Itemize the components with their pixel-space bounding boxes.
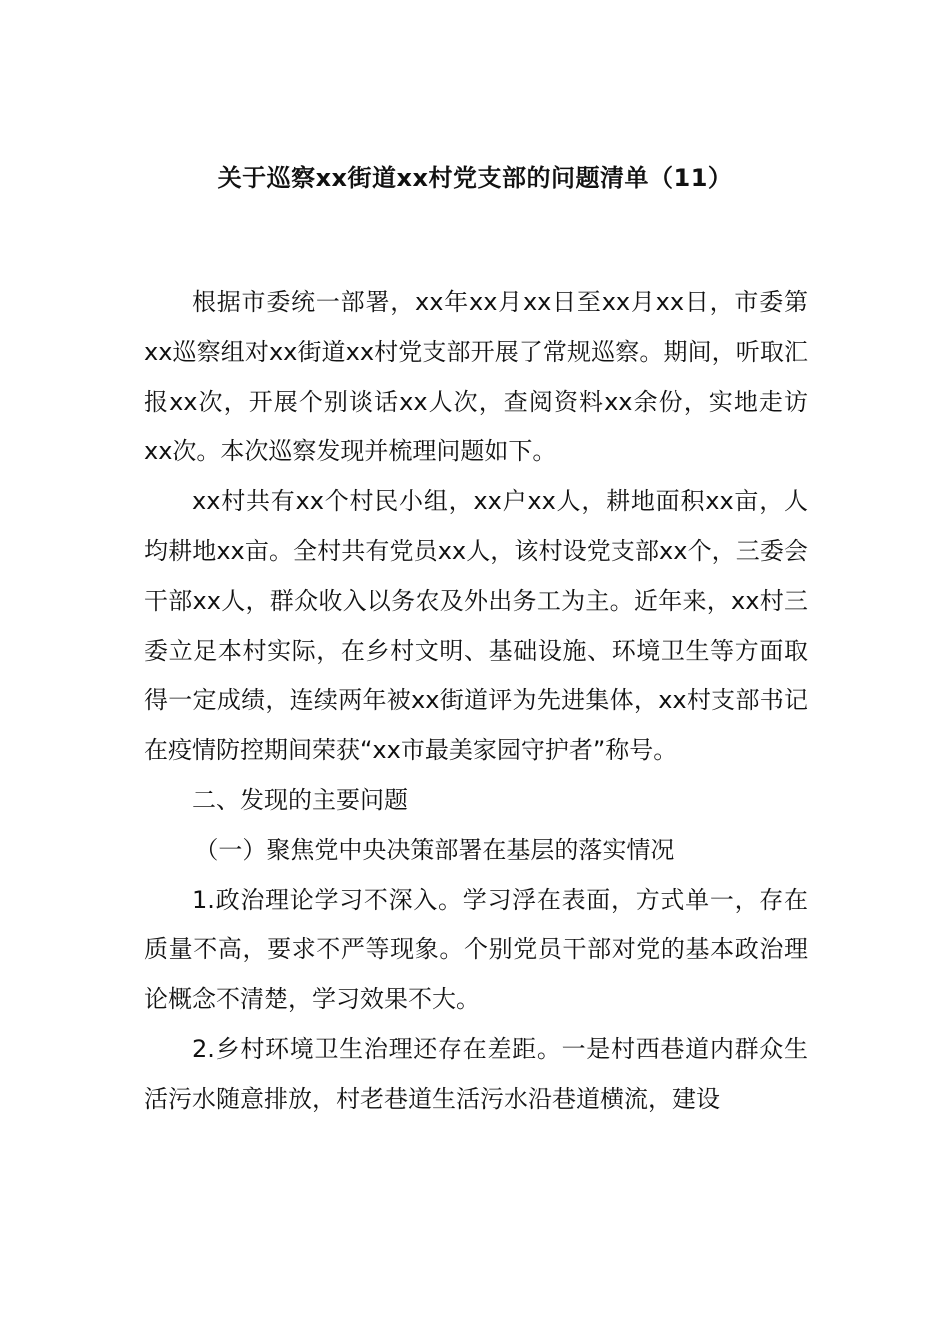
paragraph-problem-1: 1.政治理论学习不深入。学习浮在表面，方式单一，存在质量不高，要求不严等现象。个别党员干部对党的基本政治理论概念不清楚，学习效果不大。 <box>144 885 808 1014</box>
document-body <box>144 278 808 1125</box>
paragraph-village-overview: xx村共有xx个村民小组，xx户xx人，耕地面积xx亩，人均耕地xx亩。全村共有党员xx人，该村设党支部xx个，三委会干部xx人，群众收入以务农及外出务工为主。近年来，xx村三委立足本村实际，在乡村文明、基础设施、环境卫生等方面取得一定成绩，连续两年被xx街道评为先进集体，xx村支部书记在疫情防控期间荣获“xx市最美家园守护者”称号。 <box>144 487 808 765</box>
document-title: 关于巡察xx街道xx村党支部的问题清单（11） <box>217 164 733 192</box>
section-heading-main-problems: 二、发现的主要问题 <box>192 785 408 814</box>
subsection-heading-policy-implementation: （一）聚焦党中央决策部署在基层的落实情况 <box>194 835 675 864</box>
paragraph-problem-2: 2.乡村环境卫生治理还存在差距。一是村西巷道内群众生活污水随意排放，村老巷道生活污水沿巷道横流，建设 <box>144 1034 808 1113</box>
paragraph-inspection-intro: 根据市委统一部署，xx年xx月xx日至xx月xx日，市委第xx巡察组对xx街道xx村党支部开展了常规巡察。期间，听取汇报xx次，开展个别谈话xx人次，查阅资料xx余份，实地走访xx次。本次巡察发现并梳理问题如下。 <box>144 288 808 466</box>
